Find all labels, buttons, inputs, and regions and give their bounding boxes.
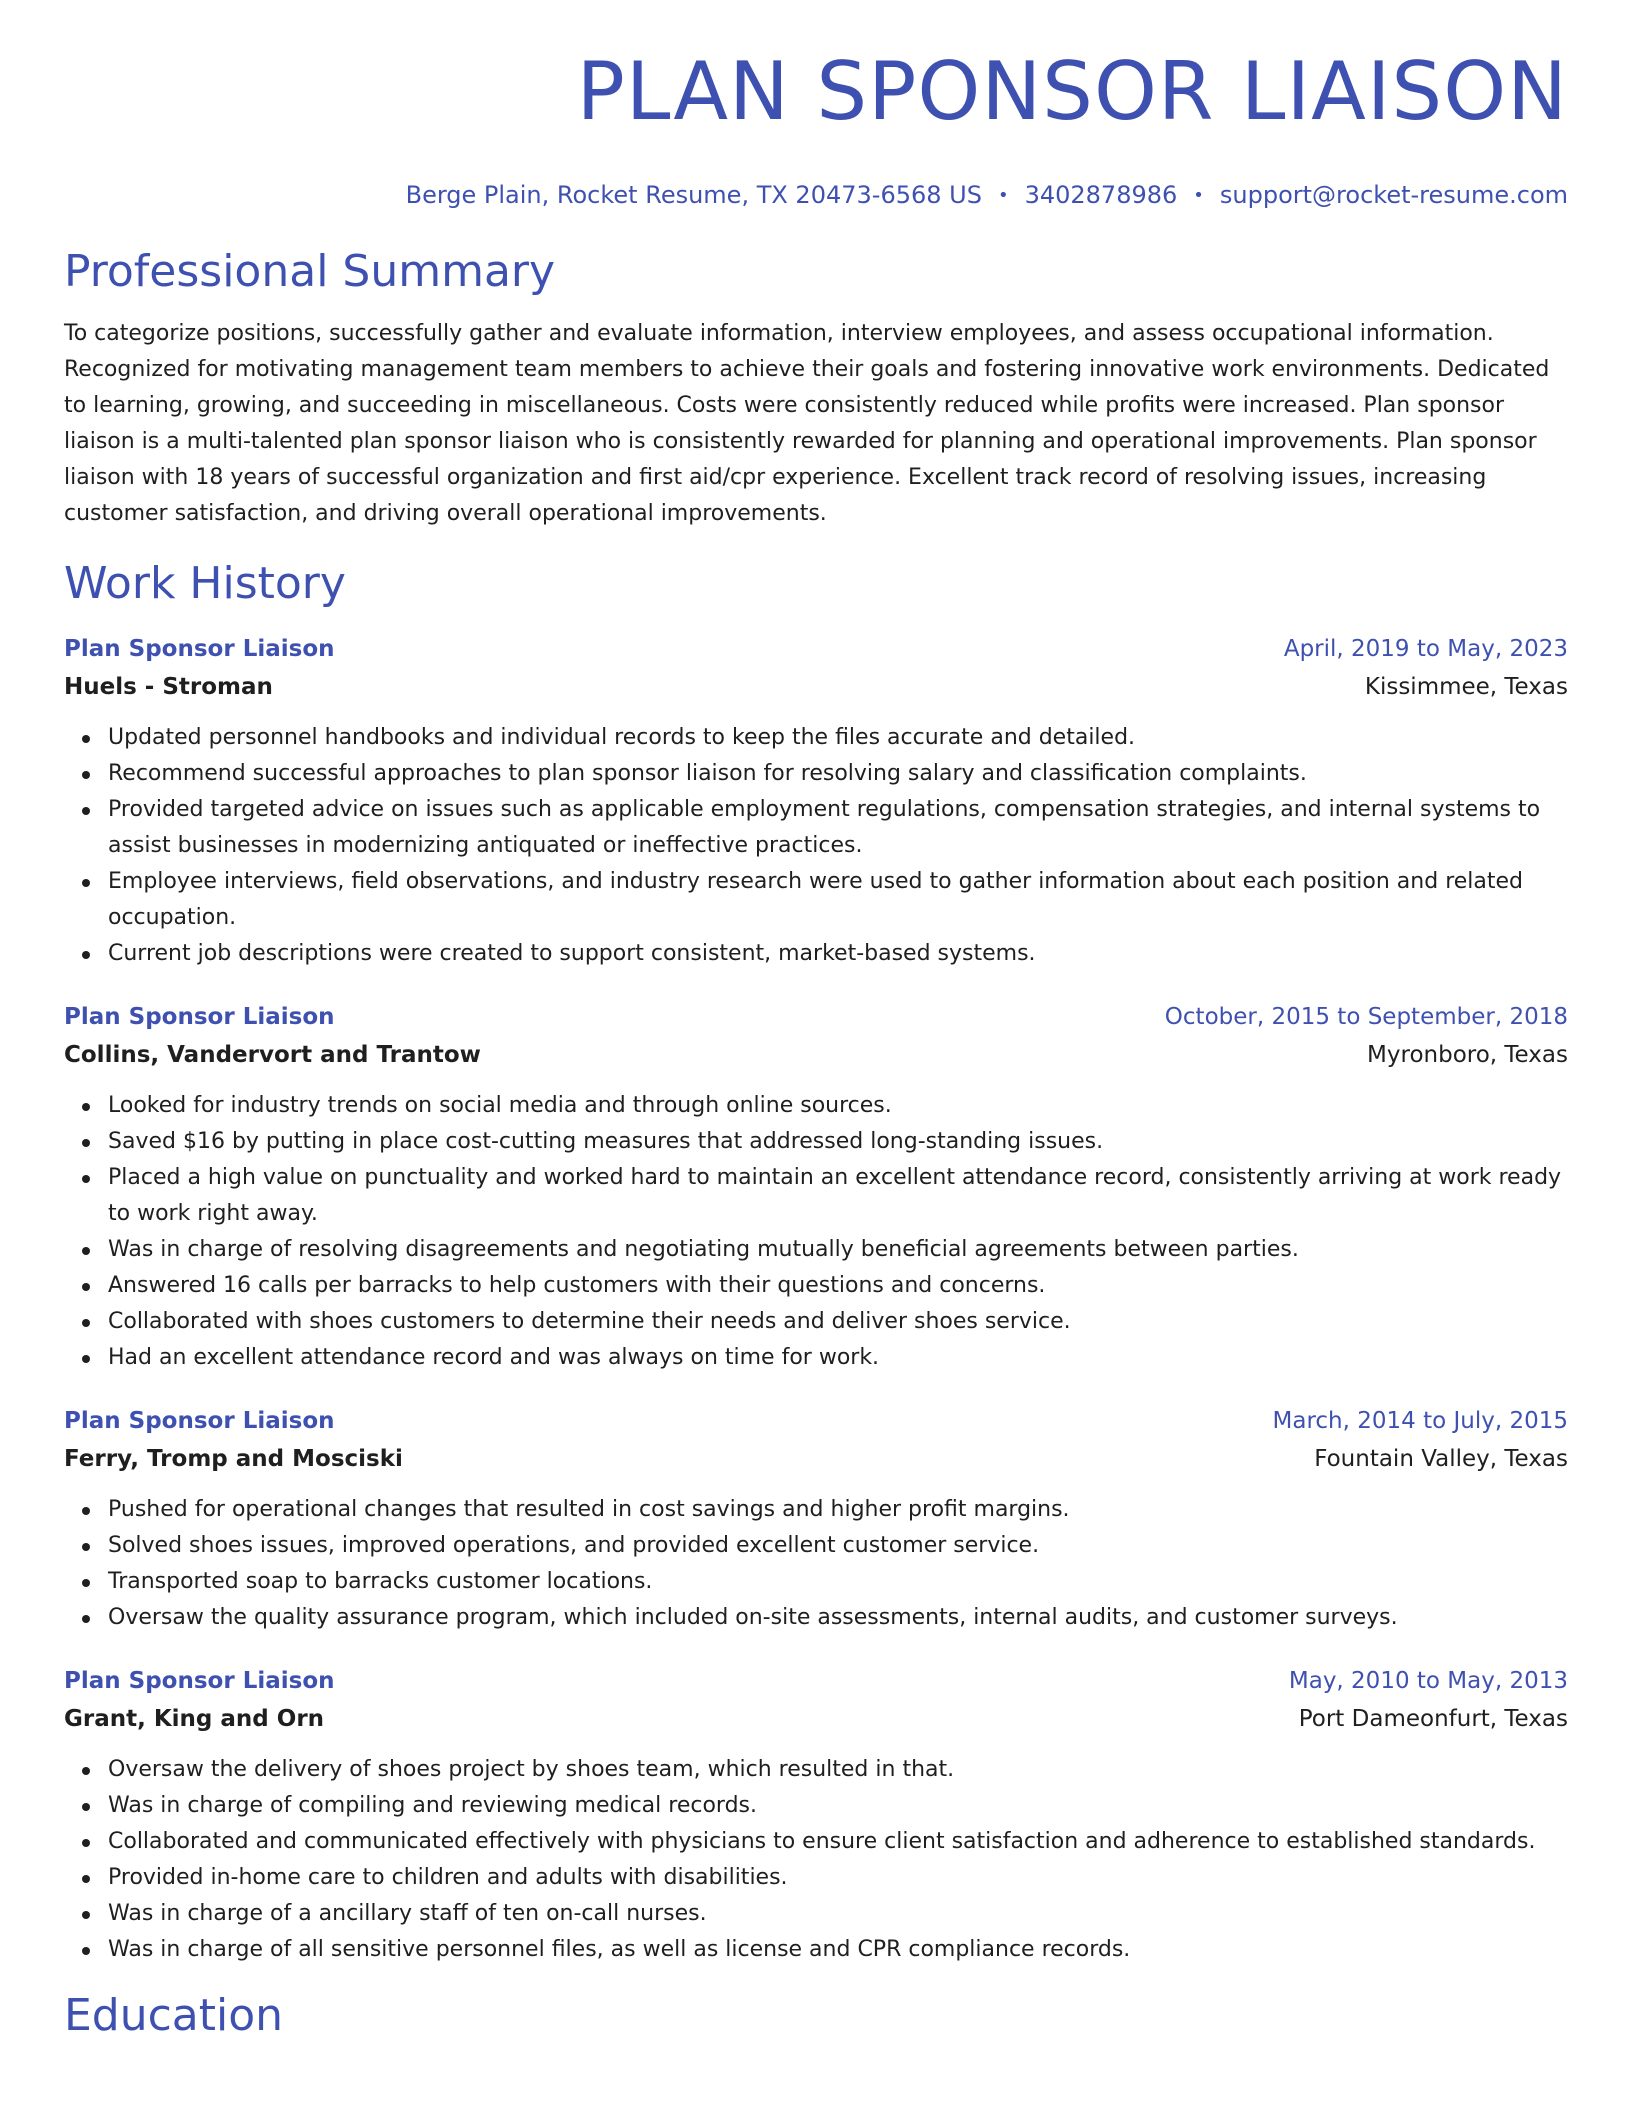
list-item: Transported soap to barracks customer locations. (108, 1564, 1568, 1600)
job-title: Plan Sponsor Liaison (64, 1668, 335, 1694)
job-location: Myronboro, Texas (1367, 1042, 1568, 1068)
job-bullets (64, 1088, 1568, 1376)
job-bullets (64, 1752, 1568, 1968)
list-item: Was in charge of a ancillary staff of ten on-call nurses. (108, 1896, 1568, 1932)
job-location: Fountain Valley, Texas (1314, 1446, 1568, 1472)
contact-email[interactable]: support@rocket-resume.com (1219, 181, 1568, 209)
job-dates: May, 2010 to May, 2013 (1288, 1668, 1568, 1694)
list-item: Answered 16 calls per barracks to help customers with their questions and concerns. (108, 1268, 1568, 1304)
list-item: Provided targeted advice on issues such as applicable employment regulations, compensation strategies, and internal systems to assist businesses in modernizing antiquated or ineffective practices. (108, 792, 1568, 864)
summary-heading: Professional Summary (64, 246, 556, 297)
list-item: Current job descriptions were created to support consistent, market-based systems. (108, 936, 1568, 972)
work-history-heading: Work History (64, 558, 346, 609)
job-entry (64, 998, 1568, 1376)
bullet-separator-icon: • (1193, 185, 1204, 206)
list-item: Looked for industry trends on social media and through online sources. (108, 1088, 1568, 1124)
bullet-separator-icon: • (997, 185, 1009, 206)
job-dates: April, 2019 to May, 2023 (1283, 636, 1568, 662)
list-item: Oversaw the quality assurance program, which included on-site assessments, internal audits, and customer surveys. (108, 1600, 1568, 1636)
job-title: Plan Sponsor Liaison (64, 636, 335, 662)
list-item: Provided in-home care to children and adults with disabilities. (108, 1860, 1568, 1896)
job-bullets (64, 1492, 1568, 1636)
list-item: Pushed for operational changes that resulted in cost savings and higher profit margins. (108, 1492, 1568, 1528)
list-item: Collaborated and communicated effectively with physicians to ensure client satisfaction and adherence to established standards. (108, 1824, 1568, 1860)
summary-text: To categorize positions, successfully gather and evaluate information, interview employees, and assess occupational information. Recognized for motivating management team members to achieve their goals and fostering innovative work environments. Dedicated to learning, growing, and succeeding in miscellaneous. Costs were consistently reduced while profits were increased. Plan sponsor liaison is a multi-talented plan sponsor liaison who is consistently rewarded for planning and operational improvements. Plan sponsor liaison with 18 years of successful organization and first aid/cpr experience. Excellent track record of resolving issues, increasing customer satisfaction, and driving overall operational improvements. (64, 321, 1550, 526)
list-item: Was in charge of all sensitive personnel files, as well as license and CPR compliance records. (108, 1932, 1568, 1968)
job-company: Ferry, Tromp and Mosciski (64, 1446, 403, 1472)
list-item: Solved shoes issues, improved operations, and provided excellent customer service. (108, 1528, 1568, 1564)
list-item: Collaborated with shoes customers to determine their needs and deliver shoes service. (108, 1304, 1568, 1340)
job-entry (64, 1402, 1568, 1636)
job-title: Plan Sponsor Liaison (64, 1408, 335, 1434)
job-location: Port Dameonfurt, Texas (1298, 1706, 1568, 1732)
contact-phone: 3402878986 (1024, 181, 1178, 209)
list-item: Was in charge of compiling and reviewing medical records. (108, 1788, 1568, 1824)
list-item: Had an excellent attendance record and was always on time for work. (108, 1340, 1568, 1376)
resume-page (64, 45, 1568, 2041)
job-entry (64, 630, 1568, 972)
job-dates: October, 2015 to September, 2018 (1164, 1004, 1568, 1030)
work-history-list (64, 630, 1568, 1968)
job-company: Collins, Vandervort and Trantow (64, 1042, 481, 1068)
list-item: Employee interviews, field observations, and industry research were used to gather information about each position and related occupation. (108, 864, 1568, 936)
job-title: Plan Sponsor Liaison (64, 1004, 335, 1030)
education-heading: Education (64, 1990, 284, 2041)
resume-name: PLAN SPONSOR LIAISON (576, 45, 1568, 138)
job-entry (64, 1662, 1568, 1968)
list-item: Oversaw the delivery of shoes project by shoes team, which resulted in that. (108, 1752, 1568, 1788)
contact-address: Berge Plain, Rocket Resume, TX 20473-6568 US (405, 181, 982, 209)
job-dates: March, 2014 to July, 2015 (1272, 1408, 1568, 1434)
list-item: Placed a high value on punctuality and worked hard to maintain an excellent attendance record, consistently arriving at work ready to work right away. (108, 1160, 1568, 1232)
job-company: Huels - Stroman (64, 674, 273, 700)
list-item: Updated personnel handbooks and individual records to keep the files accurate and detailed. (108, 720, 1568, 756)
list-item: Saved $16 by putting in place cost-cutting measures that addressed long-standing issues. (108, 1124, 1568, 1160)
job-location: Kissimmee, Texas (1364, 674, 1568, 700)
job-company: Grant, King and Orn (64, 1706, 325, 1732)
job-bullets (64, 720, 1568, 972)
contact-line (64, 180, 1568, 210)
list-item: Recommend successful approaches to plan sponsor liaison for resolving salary and classification complaints. (108, 756, 1568, 792)
list-item: Was in charge of resolving disagreements and negotiating mutually beneficial agreements between parties. (108, 1232, 1568, 1268)
